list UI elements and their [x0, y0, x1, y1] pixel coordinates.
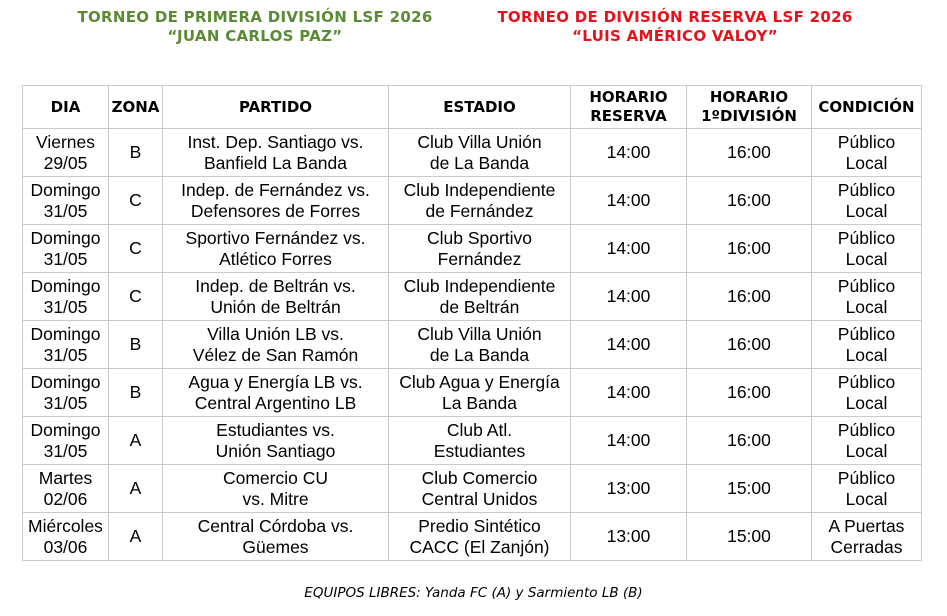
day-cell-line: Domingo: [30, 371, 101, 392]
stadium-cell-line: Central Unidos: [421, 488, 538, 509]
match-cell-line: Central Córdoba vs.: [197, 515, 354, 536]
condition-cell-line: Local: [845, 152, 888, 173]
stadium-cell-line: Club Independiente: [403, 179, 556, 200]
first-division-time-cell: 16:00: [687, 417, 812, 465]
column-header-dia: [23, 86, 109, 129]
reserve-time-cell: 14:00: [571, 321, 687, 369]
table-row: [23, 465, 922, 513]
column-header-partido: [163, 86, 389, 129]
condition-cell-line: Público: [837, 227, 896, 248]
stadium-cell: [389, 321, 571, 369]
stadium-cell: [389, 465, 571, 513]
table-row: [23, 321, 922, 369]
stadium-cell-line: Club Sportivo: [426, 227, 533, 248]
match-cell-line: Indep. de Fernández vs.: [181, 179, 370, 200]
zone-cell: A: [109, 513, 163, 561]
condition-cell: [812, 417, 922, 465]
reserve-time-cell: 13:00: [571, 513, 687, 561]
day-cell: [23, 177, 109, 225]
table-row: [23, 369, 922, 417]
condition-cell-line: Local: [845, 344, 888, 365]
condition-cell: [812, 177, 922, 225]
table-row: [23, 513, 922, 561]
day-cell: [23, 513, 109, 561]
stadium-cell-line: CACC (El Zanjón): [409, 536, 550, 557]
first-division-time-cell: 16:00: [687, 369, 812, 417]
zone-cell: A: [109, 417, 163, 465]
day-cell-line: Domingo: [30, 179, 101, 200]
stadium-cell-line: de La Banda: [429, 152, 530, 173]
stadium-cell: [389, 417, 571, 465]
column-header-horario-primera-line: HORARIO: [709, 88, 789, 106]
match-cell-line: Estudiantes vs.: [216, 419, 335, 440]
day-cell-line: 03/06: [43, 536, 88, 557]
stadium-cell: [389, 177, 571, 225]
day-cell-line: Domingo: [30, 323, 101, 344]
first-division-time-cell: 16:00: [687, 225, 812, 273]
condition-cell-line: Público: [837, 275, 896, 296]
column-header-horario-reserva: [571, 86, 687, 129]
zone-cell: C: [109, 273, 163, 321]
stadium-cell-line: de Beltrán: [439, 296, 520, 317]
day-cell-line: 29/05: [43, 152, 88, 173]
condition-cell: [812, 273, 922, 321]
first-division-time-cell: 16:00: [687, 273, 812, 321]
condition-cell-line: Público: [837, 467, 896, 488]
match-cell-line: Indep. de Beltrán vs.: [195, 275, 356, 296]
condition-cell-line: Local: [845, 296, 888, 317]
column-header-dia-line: DIA: [50, 97, 81, 116]
condition-cell-line: A Puertas: [828, 515, 905, 536]
match-cell: [163, 129, 389, 177]
day-cell: [23, 225, 109, 273]
stadium-cell-line: de La Banda: [429, 344, 530, 365]
condition-cell-line: Local: [845, 440, 888, 461]
day-cell: [23, 129, 109, 177]
day-cell-line: 02/06: [43, 488, 88, 509]
stadium-cell-line: Predio Sintético: [418, 515, 541, 536]
stadium-cell: [389, 513, 571, 561]
stadium-cell-line: Club Independiente: [403, 275, 556, 296]
stadium-cell: [389, 129, 571, 177]
condition-cell: [812, 513, 922, 561]
day-cell: [23, 417, 109, 465]
match-cell-line: Vélez de San Ramón: [192, 344, 359, 365]
condition-cell: [812, 465, 922, 513]
condition-cell: [812, 225, 922, 273]
condition-cell-line: Cerradas: [830, 536, 903, 557]
day-cell-line: 31/05: [43, 248, 88, 269]
column-header-condicion-line: CONDICIÓN: [818, 97, 915, 116]
match-cell: [163, 225, 389, 273]
day-cell-line: Martes: [38, 467, 93, 488]
day-cell-line: 31/05: [43, 392, 88, 413]
day-cell-line: Miércoles: [28, 515, 103, 536]
day-cell-line: Domingo: [30, 275, 101, 296]
day-cell: [23, 369, 109, 417]
match-cell: [163, 273, 389, 321]
condition-cell: [812, 321, 922, 369]
match-cell: [163, 177, 389, 225]
day-cell-line: Domingo: [30, 227, 101, 248]
day-cell-line: Domingo: [30, 419, 101, 440]
zone-cell: B: [109, 129, 163, 177]
day-cell: [23, 465, 109, 513]
day-cell-line: Viernes: [35, 131, 96, 152]
column-header-zona-line: ZONA: [111, 97, 160, 116]
first-division-time-cell: 16:00: [687, 129, 812, 177]
condition-cell: [812, 369, 922, 417]
day-cell: [23, 321, 109, 369]
condition-cell-line: Local: [845, 488, 888, 509]
stadium-cell-line: Club Villa Unión: [417, 323, 542, 344]
reserve-time-cell: 14:00: [571, 369, 687, 417]
zone-cell: C: [109, 177, 163, 225]
condition-cell-line: Público: [837, 371, 896, 392]
reserve-time-cell: 13:00: [571, 465, 687, 513]
stadium-cell: [389, 273, 571, 321]
match-cell: [163, 417, 389, 465]
reserve-time-cell: 14:00: [571, 177, 687, 225]
column-header-horario-primera: [687, 86, 812, 129]
table-row: [23, 417, 922, 465]
condition-cell-line: Público: [837, 419, 896, 440]
first-division-time-cell: 15:00: [687, 465, 812, 513]
stadium-cell: [389, 225, 571, 273]
fixture-table-body: [23, 129, 922, 561]
stadium-cell-line: Estudiantes: [433, 440, 526, 461]
reserva-division-header: [470, 8, 880, 46]
day-cell-line: 31/05: [43, 344, 88, 365]
primera-division-title: TORNEO DE PRIMERA DIVISIÓN LSF 2026: [77, 8, 433, 26]
zone-cell: B: [109, 369, 163, 417]
condition-cell-line: Público: [837, 179, 896, 200]
match-cell-line: vs. Mitre: [242, 488, 309, 509]
match-cell-line: Unión Santiago: [215, 440, 336, 461]
condition-cell-line: Local: [845, 248, 888, 269]
primera-division-header: [50, 8, 460, 46]
day-cell-line: 31/05: [43, 296, 88, 317]
stadium-cell-line: de Fernández: [425, 200, 534, 221]
match-cell-line: Central Argentino LB: [194, 392, 357, 413]
zone-cell: B: [109, 321, 163, 369]
first-division-time-cell: 15:00: [687, 513, 812, 561]
match-cell-line: Inst. Dep. Santiago vs.: [187, 131, 364, 152]
day-cell-line: 31/05: [43, 440, 88, 461]
reserve-time-cell: 14:00: [571, 129, 687, 177]
day-cell: [23, 273, 109, 321]
first-division-time-cell: 16:00: [687, 177, 812, 225]
condition-cell-line: Público: [837, 323, 896, 344]
match-cell-line: Sportivo Fernández vs.: [185, 227, 366, 248]
stadium-cell: [389, 369, 571, 417]
match-cell: [163, 321, 389, 369]
condition-cell-line: Público: [837, 131, 896, 152]
condition-cell-line: Local: [845, 200, 888, 221]
stadium-cell-line: La Banda: [442, 392, 517, 413]
condition-cell-line: Local: [845, 392, 888, 413]
first-division-time-cell: 16:00: [687, 321, 812, 369]
reserva-division-title: TORNEO DE DIVISIÓN RESERVA LSF 2026: [497, 8, 853, 26]
reserva-division-subtitle: “LUIS AMÉRICO VALOY”: [572, 27, 778, 45]
match-cell-line: Defensores de Forres: [190, 200, 361, 221]
table-row: [23, 129, 922, 177]
table-row: [23, 225, 922, 273]
match-cell-line: Comercio CU: [222, 467, 329, 488]
match-cell: [163, 465, 389, 513]
match-cell-line: Agua y Energía LB vs.: [188, 371, 363, 392]
column-header-horario-reserva-line: HORARIO: [589, 88, 668, 106]
free-teams-note: EQUIPOS LIBRES: Yanda FC (A) y Sarmiento LB (B): [304, 585, 643, 601]
stadium-cell-line: Club Atl.: [446, 419, 513, 440]
column-header-horario-reserva-line: RESERVA: [590, 107, 667, 125]
stadium-cell-line: Fernández: [437, 248, 522, 269]
day-cell-line: 31/05: [43, 200, 88, 221]
column-header-partido-line: PARTIDO: [238, 97, 313, 116]
table-row: [23, 273, 922, 321]
match-cell-line: Güemes: [242, 536, 309, 557]
column-header-zona: [109, 86, 163, 129]
column-header-horario-primera-line: 1ºDIVISIÓN: [701, 107, 797, 125]
zone-cell: C: [109, 225, 163, 273]
stadium-cell-line: Club Villa Unión: [417, 131, 542, 152]
reserve-time-cell: 14:00: [571, 417, 687, 465]
column-header-condicion: [812, 86, 922, 129]
match-cell-line: Atlético Forres: [219, 248, 332, 269]
column-header-estadio: [389, 86, 571, 129]
header-row: [23, 86, 922, 129]
stadium-cell-line: Club Agua y Energía: [399, 371, 560, 392]
fixture-table-head: [23, 86, 922, 129]
column-header-estadio-line: ESTADIO: [443, 97, 516, 116]
stadium-cell-line: Club Comercio: [421, 467, 538, 488]
fixture-table: [22, 85, 922, 561]
match-cell-line: Villa Unión LB vs.: [207, 323, 344, 344]
reserve-time-cell: 14:00: [571, 225, 687, 273]
primera-division-subtitle: “JUAN CARLOS PAZ”: [167, 27, 343, 45]
condition-cell: [812, 129, 922, 177]
match-cell-line: Banfield La Banda: [203, 152, 348, 173]
match-cell-line: Unión de Beltrán: [210, 296, 341, 317]
match-cell: [163, 513, 389, 561]
match-cell: [163, 369, 389, 417]
zone-cell: A: [109, 465, 163, 513]
reserve-time-cell: 14:00: [571, 273, 687, 321]
table-row: [23, 177, 922, 225]
